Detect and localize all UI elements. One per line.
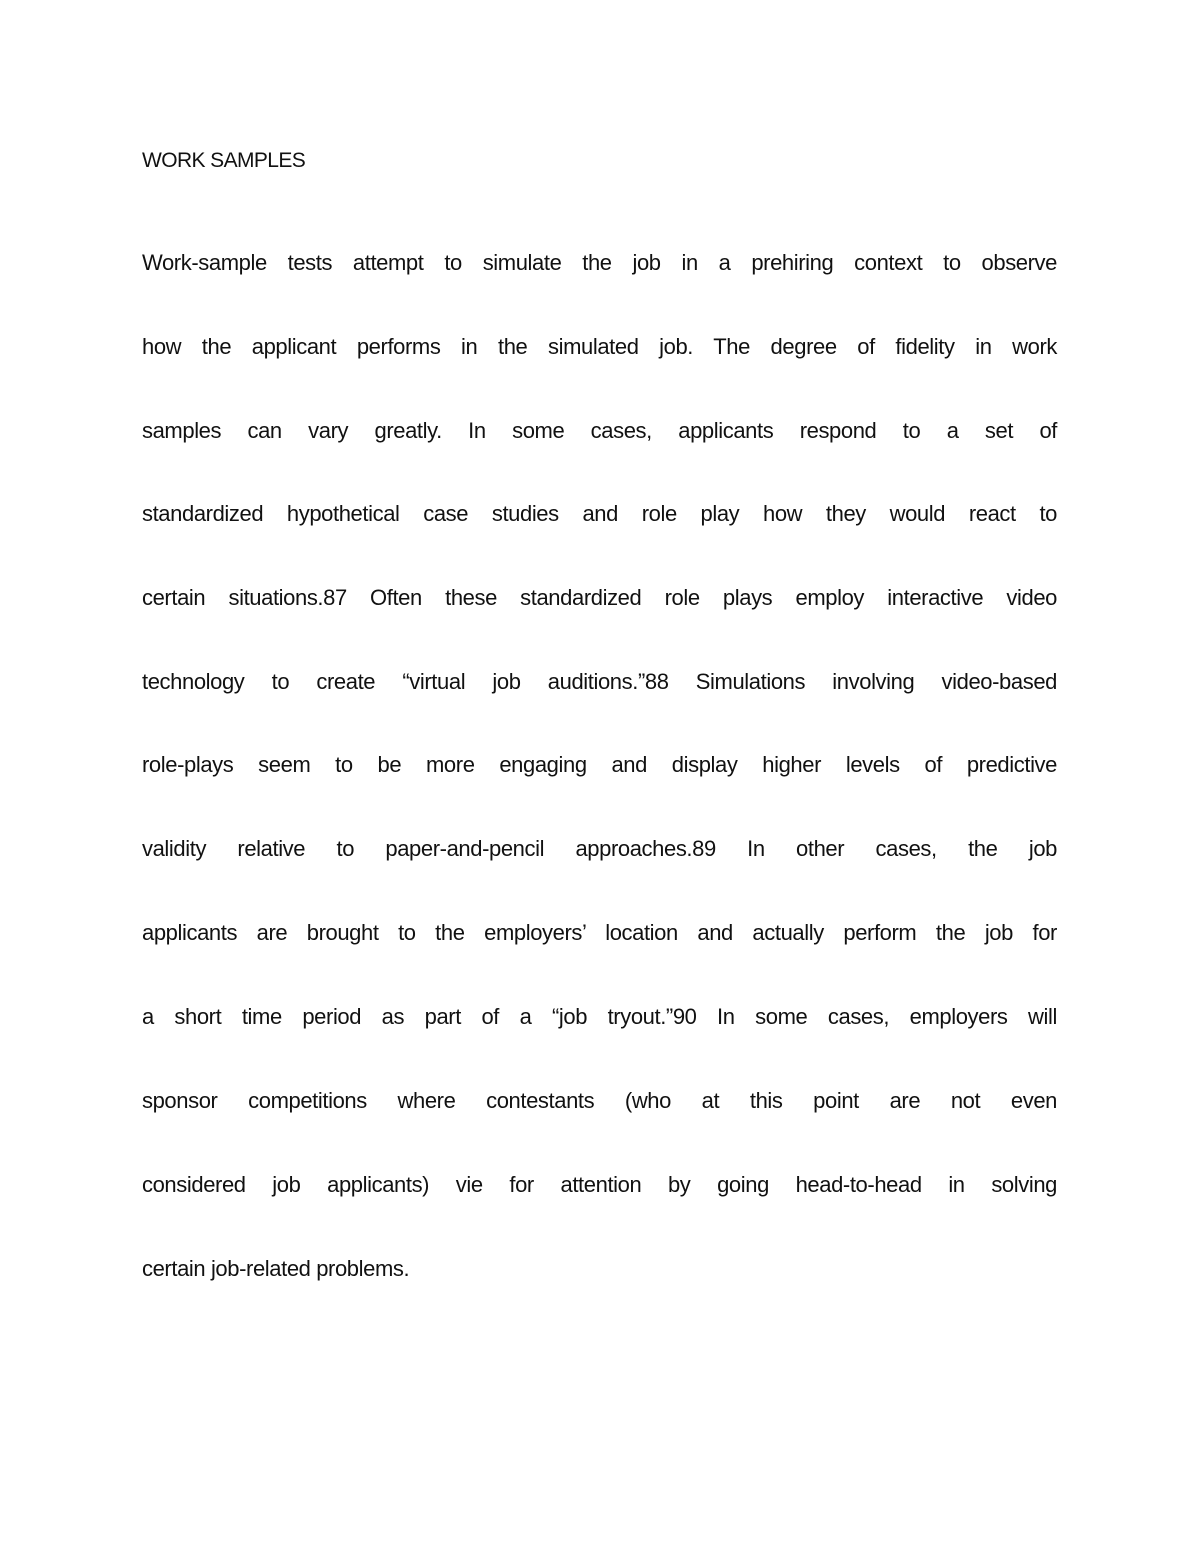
paragraph-line: sponsor competitions where contestants (who at this point are not even	[142, 1088, 1057, 1113]
paragraph-line: validity relative to paper-and-pencil approaches.89 In other cases, the job	[142, 836, 1057, 861]
paragraph-line: a short time period as part of a “job tryout.”90 In some cases, employers will	[142, 1004, 1057, 1029]
paragraph-line: Work-sample tests attempt to simulate the job in a prehiring context to observe	[142, 250, 1057, 275]
paragraph-line: how the applicant performs in the simulated job. The degree of fidelity in work	[142, 334, 1057, 359]
paragraph-line-last: certain job-related problems.	[142, 1256, 410, 1281]
paragraph-line: applicants are brought to the employers’ location and actually perform the job for	[142, 920, 1057, 945]
paragraph-line: technology to create “virtual job auditions.”88 Simulations involving video-based	[142, 669, 1057, 694]
paragraph-line: role-plays seem to be more engaging and display higher levels of predictive	[142, 752, 1057, 777]
paragraph-line: samples can vary greatly. In some cases, applicants respond to a set of	[142, 418, 1057, 443]
paragraph-line: certain situations.87 Often these standardized role plays employ interactive video	[142, 585, 1057, 610]
paragraph-line: considered job applicants) vie for attention by going head-to-head in solving	[142, 1172, 1057, 1197]
section-heading: WORK SAMPLES	[142, 149, 306, 172]
paragraph-line: standardized hypothetical case studies and role play how they would react to	[142, 501, 1057, 526]
